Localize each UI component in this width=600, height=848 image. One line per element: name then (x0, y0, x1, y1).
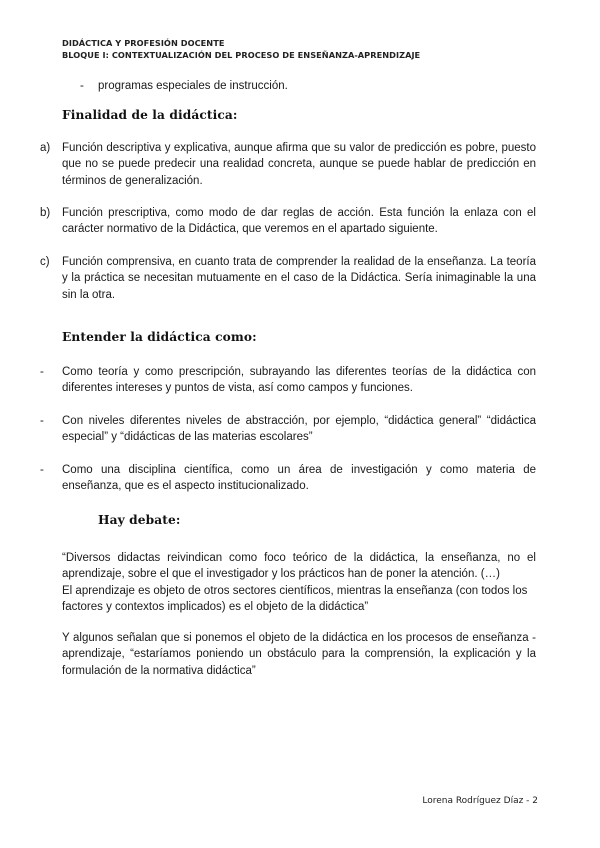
item-text: Como una disciplina científica, como un área de investigación y como materia de enseñanza, que es el aspecto institucionalizado. (62, 464, 536, 493)
item-marker: - (40, 415, 44, 427)
item-text: Función prescriptiva, como modo de dar reglas de acción. Esta función la enlaza con el carácter normativo de la Didáctica, que veremos en el apartado siguiente. (62, 207, 536, 236)
heading-finalidad: Finalidad de la didáctica: (62, 108, 238, 122)
finalidad-item-a (40, 140, 536, 189)
item-marker: c) (40, 256, 50, 268)
header-course-title: DIDÁCTICA Y PROFESIÓN DOCENTE (62, 38, 225, 48)
entender-item-2 (40, 413, 536, 446)
entender-item-3 (40, 462, 536, 495)
item-marker: b) (40, 207, 51, 219)
item-marker: a) (40, 142, 51, 154)
list-marker: - (80, 80, 84, 92)
entender-item-1 (40, 364, 536, 397)
heading-debate: Hay debate: (98, 513, 181, 527)
finalidad-item-c (40, 254, 536, 303)
item-text: Con niveles diferentes niveles de abstracción, por ejemplo, “didáctica general” “didáctica especial” y “didácticas de las materias escolares” (62, 415, 536, 444)
item-marker: - (40, 464, 44, 476)
item-text: Función comprensiva, en cuanto trata de comprender la realidad de la enseñanza. La teoría y la práctica se necesitan mutuamente en el caso de la Didáctica. Sería inimaginable la una sin la otra. (62, 256, 536, 301)
item-text: Como teoría y como prescripción, subrayando las diferentes teorías de la didáctica con diferentes intereses y puntos de vista, así como campos y funciones. (62, 366, 536, 395)
item-marker: - (40, 366, 44, 378)
quote-part-2: El aprendizaje es objeto de otros sectores científicos, mientras la enseñanza (con todos los factores y contextos implicados) es el objeto de la didáctica” (62, 584, 528, 614)
list-item-text: programas especiales de instrucción. (98, 80, 288, 92)
quote-part-1: “Diversos didactas reivindican como foco teórico de la didáctica, la enseñanza, no el aprendizaje, sobre el que el investigador y los prácticos han de poner la atención. (…) (62, 552, 536, 581)
intro-list-item (80, 79, 288, 93)
debate-quote (62, 550, 536, 616)
debate-paragraph-2: Y algunos señalan que si ponemos el objeto de la didáctica en los procesos de enseñanza - aprendizaje, “estaríamos poniendo un obstáculo para la comprensión, la explicación y la formulación de la normativa didáctica” (62, 632, 536, 677)
page-header (62, 37, 420, 61)
heading-entender: Entender la didáctica como: (62, 330, 257, 344)
item-text: Función descriptiva y explicativa, aunque afirma que su valor de predicción es pobre, puesto que no se puede predecir una realidad concreta, aunque se puede hablar de predicción en términos de generalización. (62, 142, 536, 187)
header-block-title: BLOQUE I: CONTEXTUALIZACIÓN DEL PROCESO DE ENSEÑANZA-APRENDIZAJE (62, 50, 421, 60)
page-footer: Lorena Rodríguez Díaz - 2 (422, 796, 538, 806)
finalidad-item-b (40, 205, 536, 238)
